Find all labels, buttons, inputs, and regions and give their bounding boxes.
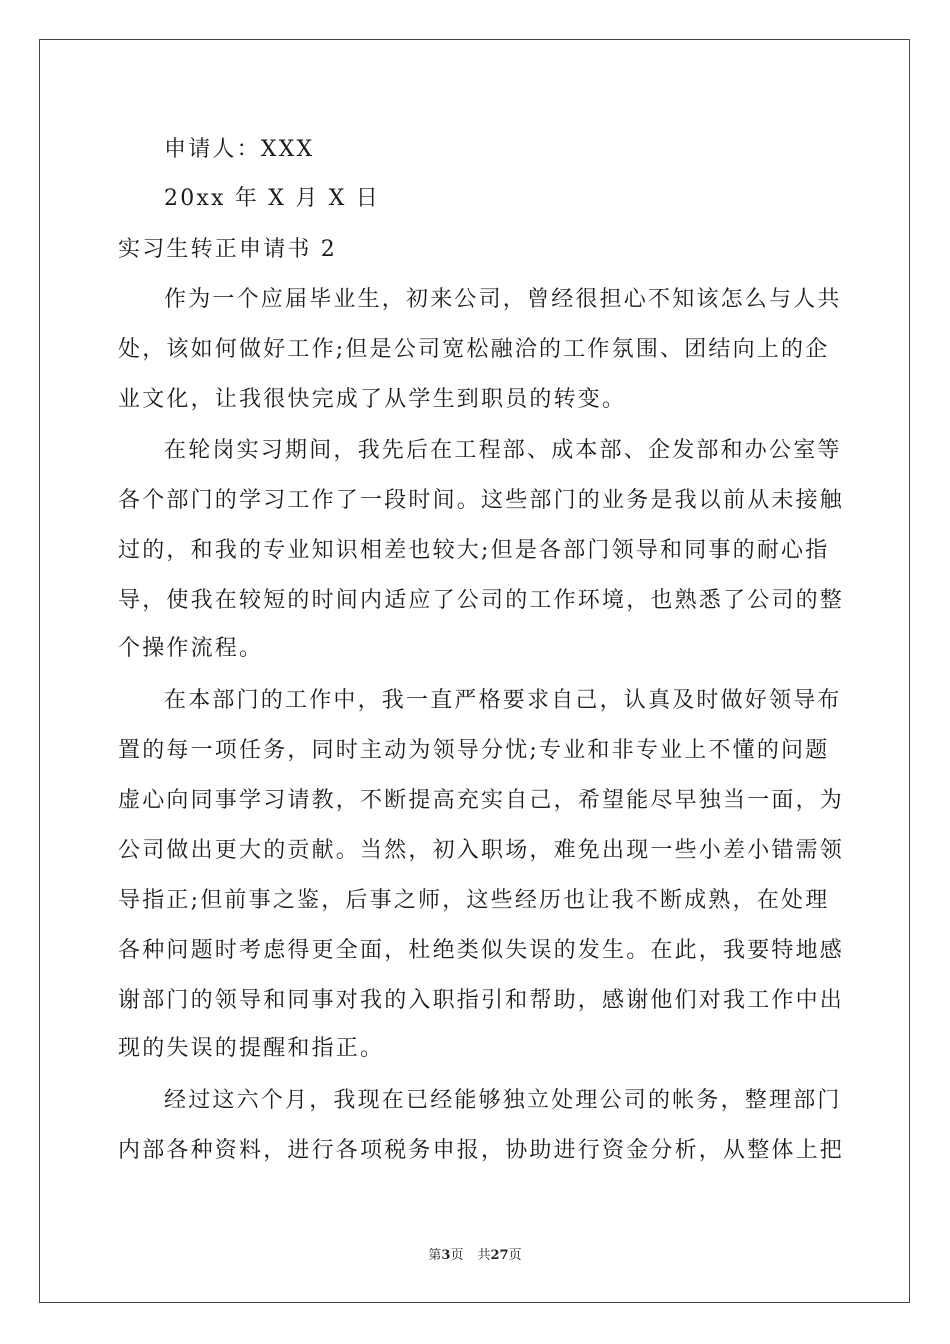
body-line: 在轮岗实习期间，我先后在工程部、成本部、企发部和办公室等	[164, 438, 842, 463]
page-footer	[0, 1247, 950, 1265]
body-line: 业文化，让我很快完成了从学生到职员的转变。	[118, 387, 627, 412]
body-line: 虚心向同事学习请教，不断提高充实自己，希望能尽早独当一面，为	[118, 788, 845, 813]
footer-page-unit: 页	[450, 1248, 464, 1263]
body-line: 现的失误的提醒和指正。	[118, 1036, 385, 1061]
applicant-line: 申请人：XXX	[164, 137, 315, 162]
date-line: 20xx 年 X 月 X 日	[164, 186, 380, 211]
body-line: 各个部门的学习工作了一段时间。这些部门的业务是我以前从未接触	[118, 488, 845, 513]
footer-total-prefix: 共	[477, 1248, 491, 1263]
footer-page-prefix: 第	[428, 1248, 442, 1263]
body-line: 处，该如何做好工作;但是公司宽松融洽的工作氛围、团结向上的企	[118, 337, 830, 362]
body-line: 导指正;但前事之鉴，后事之师，这些经历也让我不断成熟，在处理	[118, 888, 830, 913]
body-line: 个操作流程。	[118, 636, 264, 661]
body-line: 谢部门的领导和同事对我的入职指引和帮助，感谢他们对我工作中出	[118, 988, 845, 1013]
body-line: 公司做出更大的贡献。当然，初入职场，难免出现一些小差小错需领	[118, 838, 845, 863]
footer-page-current: 3	[441, 1248, 451, 1263]
body-line: 内部各种资料，进行各项税务申报，协助进行资金分析，从整体上把	[118, 1138, 845, 1163]
body-line: 过的，和我的专业知识相差也较大;但是各部门领导和同事的耐心指	[118, 538, 830, 563]
body-line: 导，使我在较短的时间内适应了公司的工作环境，也熟悉了公司的整	[118, 588, 845, 613]
body-line: 作为一个应届毕业生，初来公司，曾经很担心不知该怎么与人共	[164, 287, 842, 312]
body-line: 置的每一项任务，同时主动为领导分忧;专业和非专业上不懂的问题	[118, 738, 830, 763]
footer-page-total: 27	[490, 1248, 509, 1263]
body-line: 各种问题时考虑得更全面，杜绝类似失误的发生。在此，我要特地感	[118, 938, 845, 963]
body-line: 经过这六个月，我现在已经能够独立处理公司的帐务，整理部门	[164, 1088, 842, 1113]
section-title: 实习生转正申请书 2	[118, 237, 337, 262]
footer-total-unit: 页	[508, 1248, 522, 1263]
body-line: 在本部门的工作中，我一直严格要求自己，认真及时做好领导布	[164, 688, 842, 713]
